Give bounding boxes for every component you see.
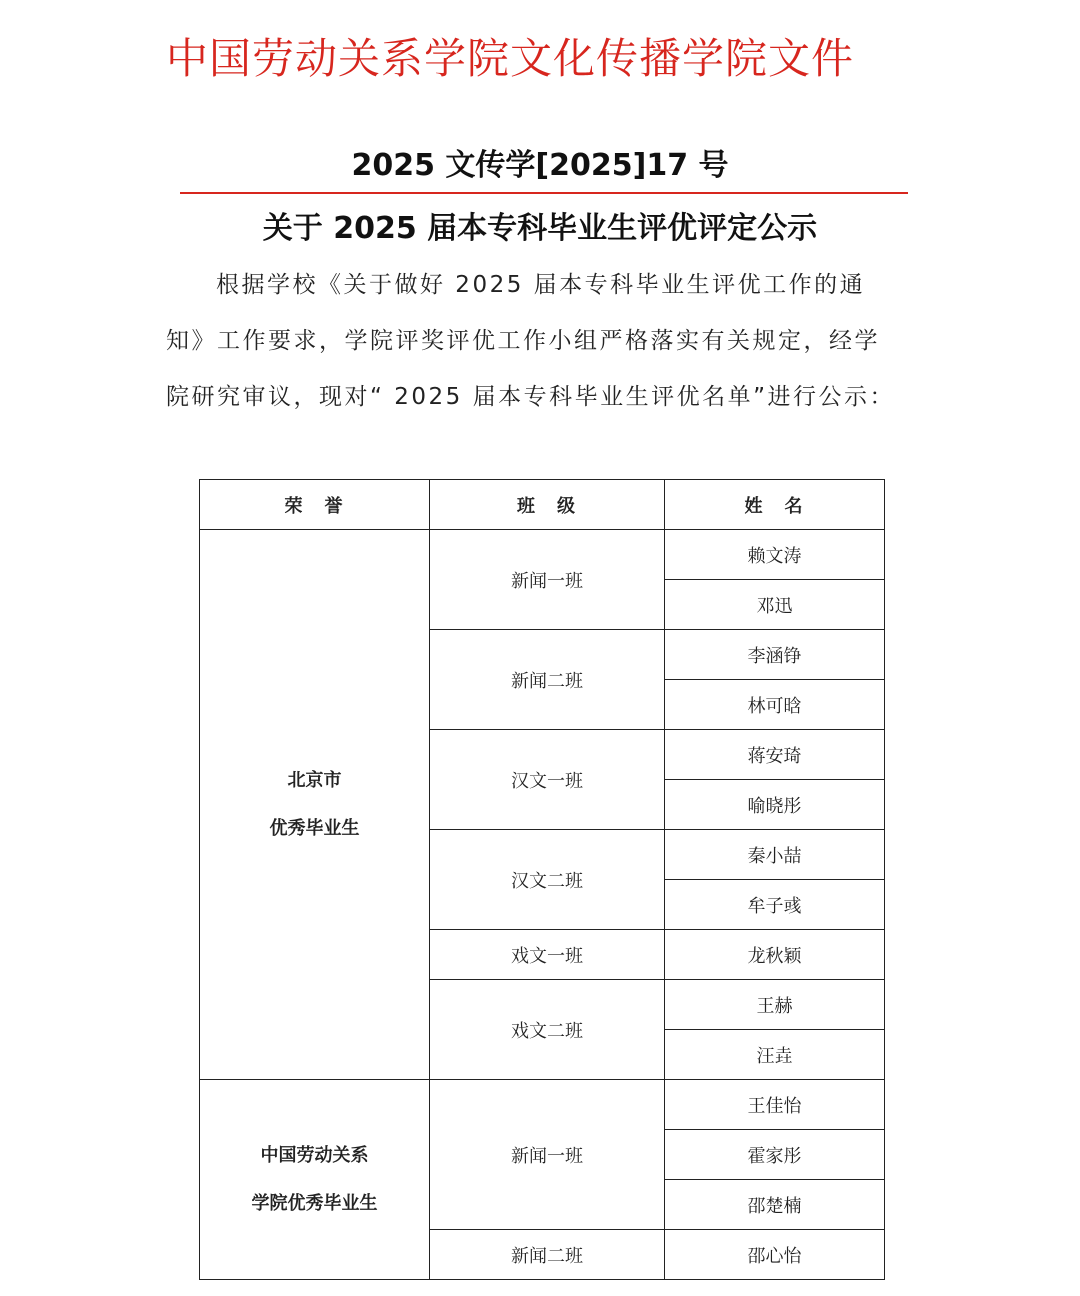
table-body [200,530,885,1280]
table-row [200,530,885,580]
student-name-cell: 王佳怡 [665,1080,885,1130]
body-text-line-2: 知》工作要求，学院评奖评优工作小组严格落实有关规定，经学 [166,328,880,354]
class-cell: 新闻二班 [430,630,665,730]
honor-cell [200,1080,430,1280]
document-title: 关于 2025 届本专科毕业生评优评定公示 [262,211,818,246]
class-cell: 汉文二班 [430,830,665,930]
column-header-name: 姓 名 [665,480,885,530]
honor-line: 中国劳动关系 [260,1144,369,1166]
class-cell: 戏文一班 [430,930,665,980]
student-name-cell: 李涵铮 [665,630,885,680]
student-name-cell: 牟子彧 [665,880,885,930]
student-name-cell: 秦小喆 [665,830,885,880]
student-name-cell: 霍家彤 [665,1130,885,1180]
document-number: 2025 文传学[2025]17 号 [351,148,729,183]
table-row [200,1080,885,1130]
honor-line: 学院优秀毕业生 [251,1192,378,1214]
honors-table [199,479,885,1280]
red-divider-line [180,192,908,194]
student-name-cell: 林可晗 [665,680,885,730]
document-header: 中国劳动关系学院文化传播学院文件 [166,34,855,83]
honor-cell [200,530,430,1080]
class-cell: 戏文二班 [430,980,665,1080]
student-name-cell: 喻晓彤 [665,780,885,830]
student-name-cell: 汪垚 [665,1030,885,1080]
student-name-cell: 邵心怡 [665,1230,885,1280]
column-header-honor: 荣 誉 [200,480,430,530]
class-cell: 汉文一班 [430,730,665,830]
table-header-row [200,480,885,530]
body-text-line-1: 根据学校《关于做好 2025 届本专科毕业生评优工作的通 [216,272,866,298]
student-name-cell: 蒋安琦 [665,730,885,780]
student-name-cell: 邵楚楠 [665,1180,885,1230]
honor-line: 北京市 [287,769,342,791]
student-name-cell: 王赫 [665,980,885,1030]
body-text-line-3: 院研究审议，现对“ 2025 届本专科毕业生评优名单”进行公示： [166,384,895,410]
class-cell: 新闻一班 [430,1080,665,1230]
class-cell: 新闻一班 [430,530,665,630]
honor-line: 优秀毕业生 [269,817,360,839]
student-name-cell: 邓迅 [665,580,885,630]
class-cell: 新闻二班 [430,1230,665,1280]
student-name-cell: 赖文涛 [665,530,885,580]
column-header-class: 班 级 [430,480,665,530]
student-name-cell: 龙秋颖 [665,930,885,980]
